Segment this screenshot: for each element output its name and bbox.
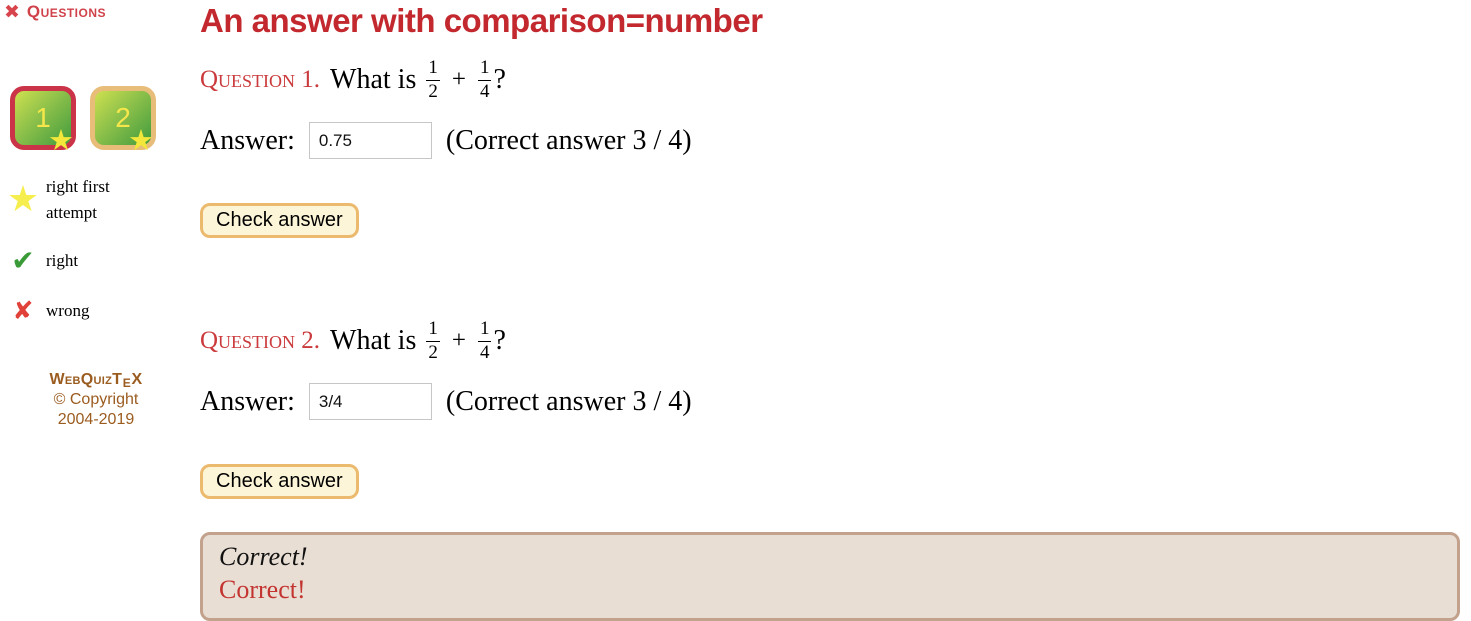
fraction-one-quarter	[478, 319, 492, 364]
feedback-box	[200, 532, 1460, 621]
sidebar	[0, 0, 196, 613]
legend-item-right-first-attempt	[0, 174, 196, 225]
question-1-label: Question 1.	[200, 66, 321, 93]
question-2-answer-input[interactable]	[309, 383, 432, 420]
question-prompt: What is	[330, 64, 417, 95]
question-2-button-number: 2	[115, 102, 131, 133]
answer-label: Answer:	[200, 385, 295, 417]
brand-text: WebQuizT	[49, 370, 123, 388]
question-prompt: What is	[330, 325, 417, 356]
question-1-block	[200, 53, 1471, 238]
star-icon: ★	[6, 178, 40, 220]
sidebar-footer	[0, 370, 192, 430]
fraction-one-half	[426, 58, 440, 103]
correct-answer-note: (Correct answer 3 / 4)	[445, 385, 692, 417]
question-1-text	[200, 53, 1471, 107]
fraction-denominator: 2	[428, 341, 438, 363]
questions-panel-label: Questions	[26, 2, 106, 21]
page-title: An answer with comparison=number	[200, 2, 763, 39]
correct-answer-note: (Correct answer 3 / 4)	[445, 124, 692, 156]
fraction-one-quarter	[478, 58, 492, 103]
star-icon: ★	[48, 123, 74, 157]
question-mark: ?	[493, 325, 506, 356]
fraction-denominator: 2	[428, 80, 438, 102]
fraction-numerator: 1	[428, 56, 438, 78]
question-2-answer-row	[200, 383, 1471, 420]
question-1-check-answer-button[interactable]: Check answer	[200, 203, 359, 238]
copyright-years: 2004-2019	[57, 410, 135, 428]
webquiztex-logo	[0, 370, 192, 390]
question-2-button[interactable]	[90, 86, 156, 157]
brand-text: E	[122, 375, 132, 390]
plus-operator: +	[451, 327, 466, 354]
question-2-check-answer-button[interactable]: Check answer	[200, 464, 359, 499]
feedback-message-red: Correct!	[219, 574, 306, 604]
plus-operator: +	[451, 66, 466, 93]
fraction-denominator: 4	[479, 341, 490, 363]
legend-label: wrong	[46, 301, 90, 320]
brand-text: X	[131, 370, 143, 388]
star-icon: ★	[128, 123, 154, 157]
fraction-numerator: 1	[479, 317, 490, 339]
check-icon: ✔	[11, 244, 35, 277]
fraction-numerator: 1	[428, 317, 438, 339]
question-2-block	[200, 314, 1471, 499]
feedback-message-italic: Correct!	[219, 542, 308, 571]
legend-label: right first attempt	[46, 177, 110, 222]
question-1-answer-input[interactable]	[309, 122, 432, 159]
legend-item-wrong	[0, 298, 196, 324]
question-1-answer-row	[200, 122, 1471, 159]
question-mark: ?	[493, 64, 506, 95]
legend	[0, 174, 196, 324]
question-2-label: Question 2.	[200, 327, 321, 354]
copyright-line: © Copyright	[53, 390, 139, 408]
question-1-button-number: 1	[35, 102, 51, 133]
fraction-denominator: 4	[479, 80, 490, 102]
answer-label: Answer:	[200, 124, 295, 156]
legend-item-right	[0, 244, 196, 277]
cross-icon: ✘	[12, 296, 34, 326]
main-content	[200, 0, 1471, 621]
legend-label: right	[46, 251, 79, 271]
fraction-numerator: 1	[479, 56, 490, 78]
math-expression	[426, 319, 506, 364]
question-button-row	[10, 86, 196, 157]
math-expression	[426, 58, 506, 103]
question-1-button[interactable]	[10, 86, 76, 157]
question-2-text	[200, 314, 1471, 368]
questions-panel-toggle[interactable]	[0, 0, 196, 22]
fraction-one-half	[426, 319, 440, 364]
close-icon[interactable]: ✖	[4, 1, 20, 23]
